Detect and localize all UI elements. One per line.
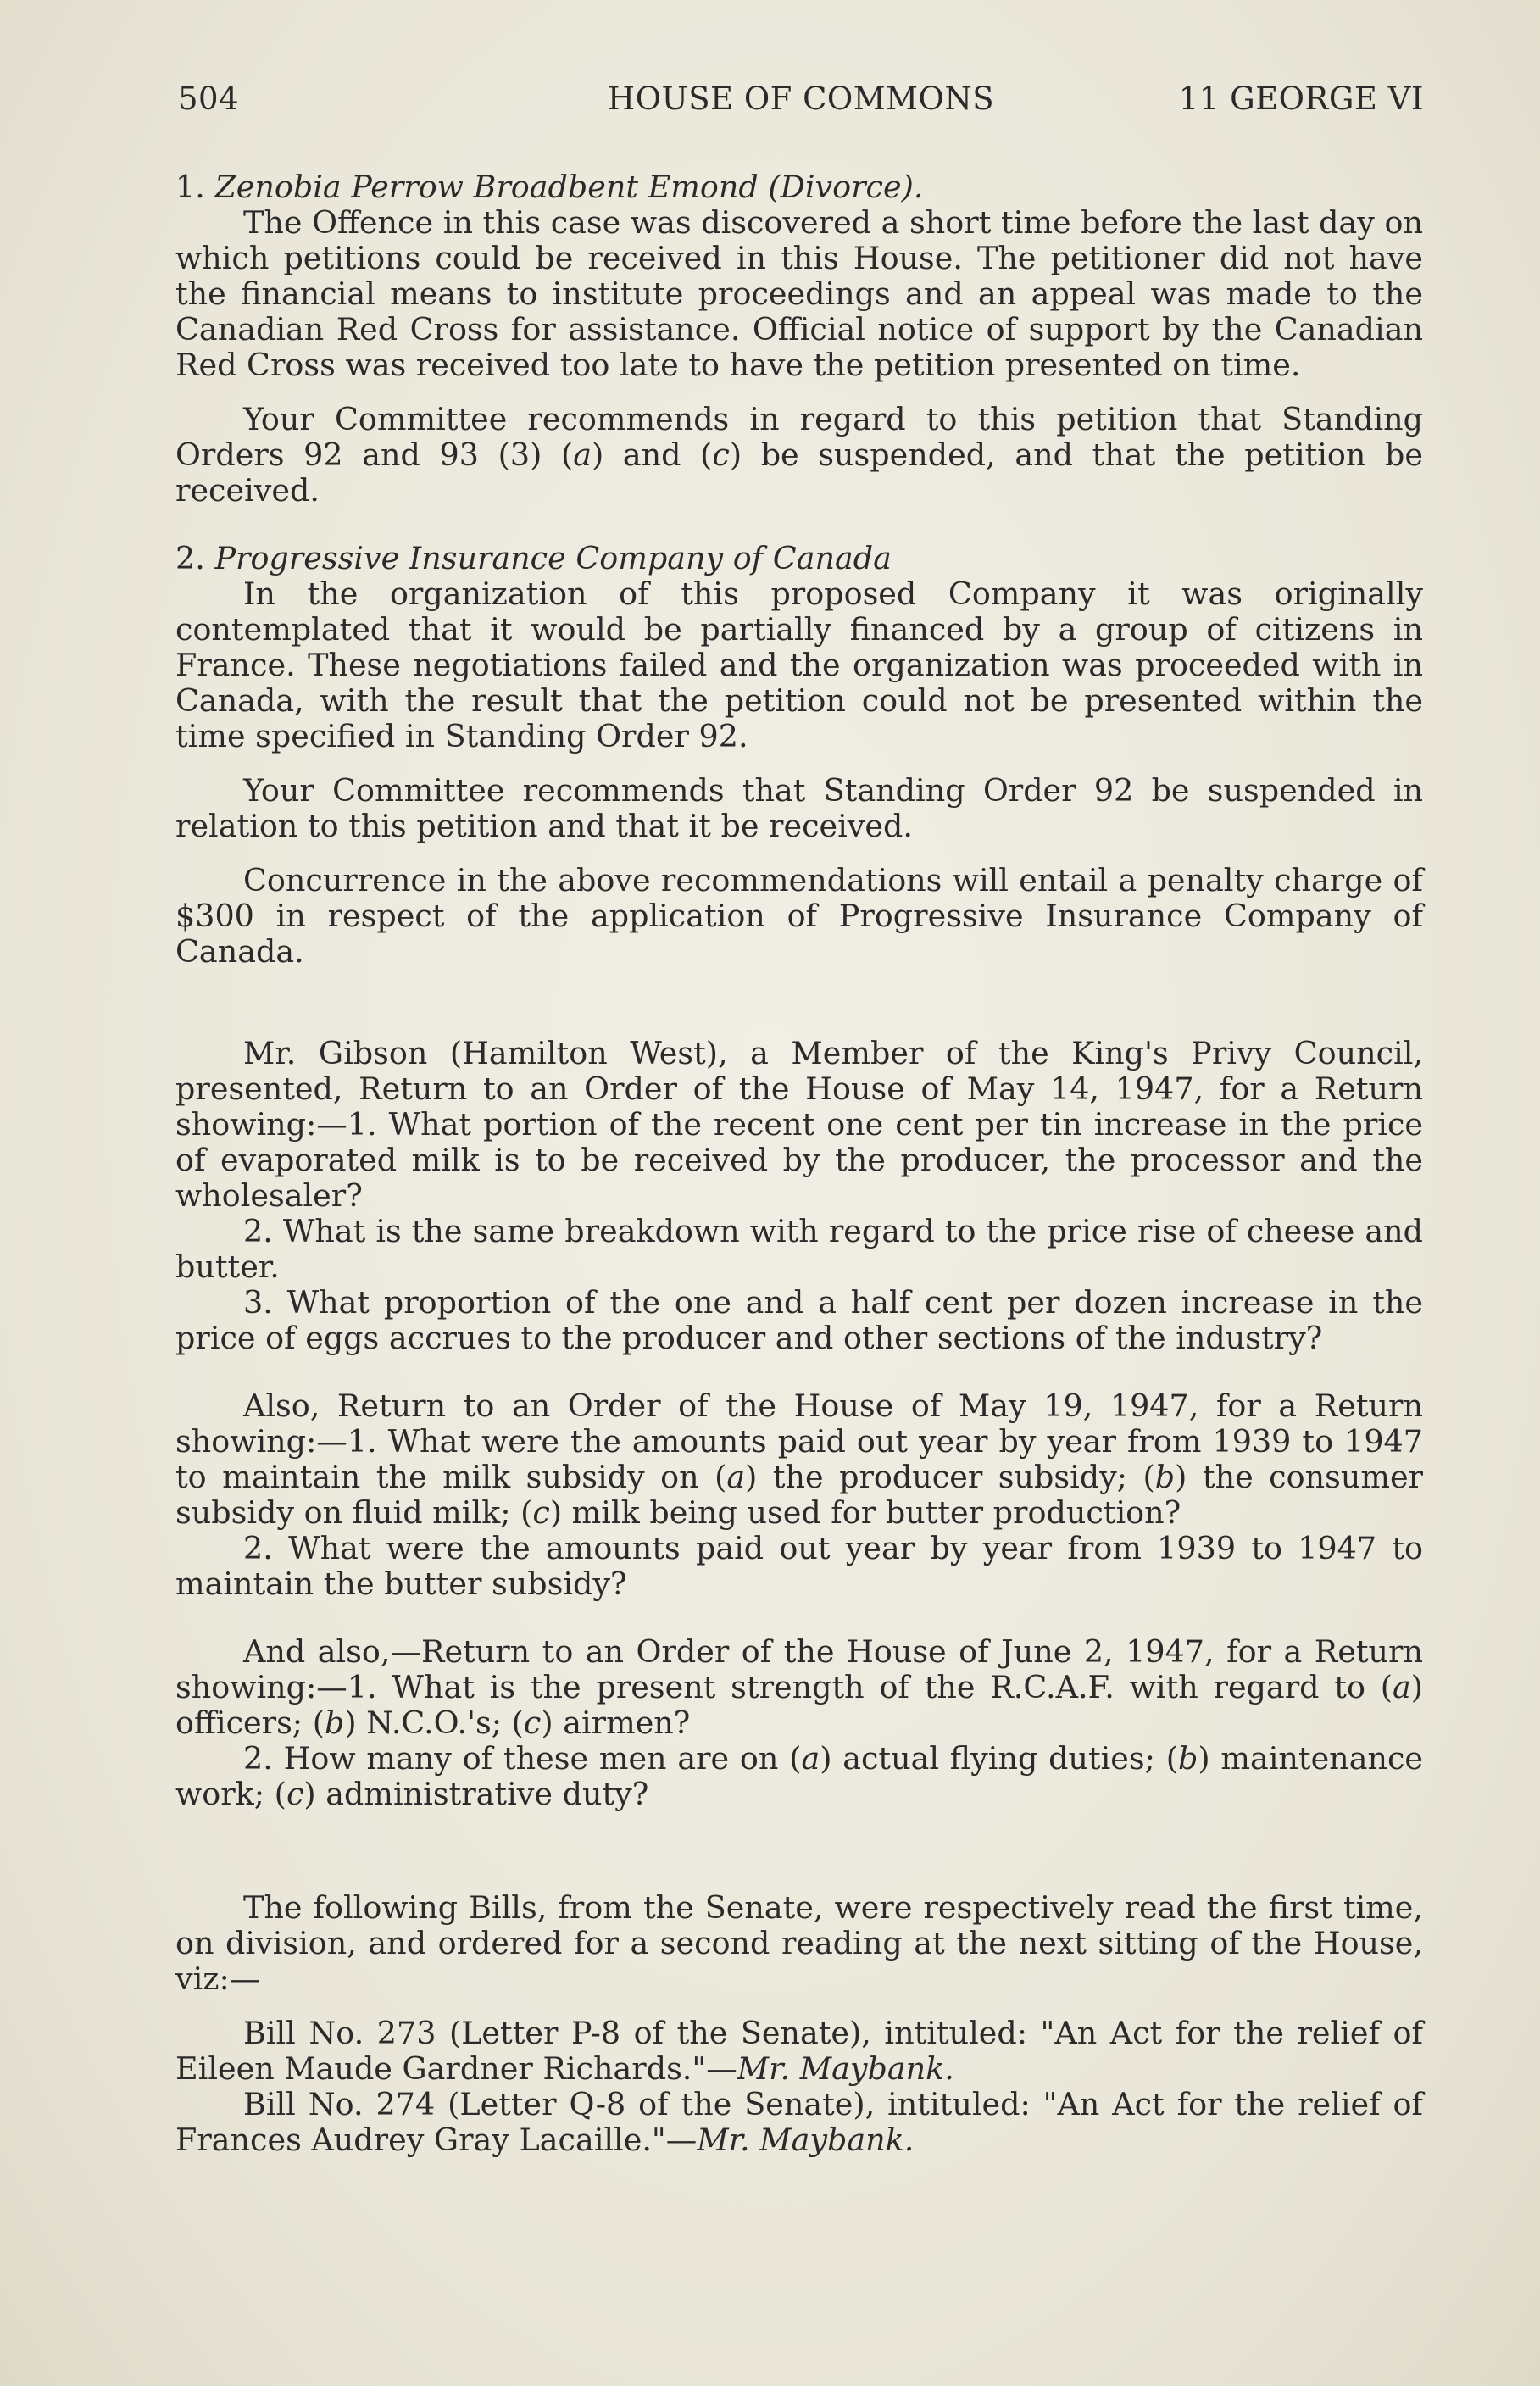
and-also-return-question-2: 2. How many of these men are on (a) actual flying duties; (b) maintenance work; (c) administrative duty? xyxy=(175,1740,1424,1812)
senate-bills-intro: The following Bills, from the Senate, were respectively read the first time, on division, and ordered for a second reading at the next sitting of the House, viz:— xyxy=(175,1889,1423,1997)
page-number: 504 xyxy=(178,81,240,117)
page-body xyxy=(175,170,1423,2158)
bill-274-sponsor: Mr. Maybank. xyxy=(697,2122,915,2158)
item-1-paragraph: The Offence in this case was discovered a short time before the last day on which petitions could be received in this House. The petitioner did not have the financial means to institute proceedings and an appeal was made to the Canadian Red Cross for assistance. Official notice of support by the Canadian Red Cross was received too late to have the petition presented on time. xyxy=(175,204,1423,383)
item-2-number: 2. xyxy=(175,540,205,576)
also-return-paragraph: Also, Return to an Order of the House of May 19, 1947, for a Return showing:—1. What were the amounts paid out year by year from 1939 to 1947 to maintain the milk subsidy on (a) the producer subsidy; (b) the consumer subsidy on fluid milk; (c) milk being used for butter production? xyxy=(175,1388,1423,1531)
regnal-year: 11 GEORGE VI xyxy=(1178,81,1424,117)
bill-273-sponsor: Mr. Maybank. xyxy=(737,2050,954,2087)
bill-273-entry: Bill No. 273 (Letter P-8 of the Senate), intituled: "An Act for the relief of Eileen Maude Gardner Richards."—Mr. Maybank. xyxy=(175,2015,1423,2087)
item-2-heading xyxy=(175,541,1423,576)
also-return-question-2: 2. What were the amounts paid out year by year from 1939 to 1947 to maintain the butter subsidy? xyxy=(175,1530,1423,1602)
gibson-question-2: 2. What is the same breakdown with regard to the price rise of cheese and butter. xyxy=(175,1213,1423,1285)
gibson-return-paragraph: Mr. Gibson (Hamilton West), a Member of the King's Privy Council, presented, Return to an Order of the House of May 14, 1947, for a Return showing:—1. What portion of the recent one cent per tin increase in the price of evaporated milk is to be received by the producer, the processor and the wholesaler? xyxy=(175,1035,1423,1214)
item-1-title: Zenobia Perrow Broadbent Emond (Divorce). xyxy=(214,169,924,205)
item-2-title: Progressive Insurance Company of Canada xyxy=(214,540,892,576)
item-2-paragraph: In the organization of this proposed Company it was originally contemplated that it would be partially financed by a group of citizens in France. These negotiations failed and the organization was proceeded with in Canada, with the result that the petition could not be presented within the time specified in Standing Order 92. xyxy=(175,576,1423,754)
item-1-heading xyxy=(175,170,1423,205)
item-1-recommendation: Your Committee recommends in regard to this petition that Standing Orders 92 and 93 (3) (a) and (c) be suspended, and that the petition be received. xyxy=(175,401,1423,509)
item-2-recommendation: Your Committee recommends that Standing Order 92 be suspended in relation to this petition and that it be received. xyxy=(175,772,1423,844)
concurrence-paragraph: Concurrence in the above recommendations will entail a penalty charge of $300 in respect of the application of Progressive Insurance Company of Canada. xyxy=(175,862,1423,970)
and-also-return-paragraph: And also,—Return to an Order of the House of June 2, 1947, for a Return showing:—1. What is the present strength of the R.C.A.F. with regard to (a) officers; (b) N.C.O.'s; (c) airmen? xyxy=(175,1633,1423,1741)
gibson-question-3: 3. What proportion of the one and a half cent per dozen increase in the price of eggs accrues to the producer and other sections of the industry? xyxy=(175,1284,1423,1356)
bill-274-entry: Bill No. 274 (Letter Q-8 of the Senate), intituled: "An Act for the relief of Frances Audrey Gray Lacaille."—Mr. Maybank. xyxy=(175,2086,1423,2158)
page-header xyxy=(178,81,1424,131)
running-title: HOUSE OF COMMONS xyxy=(607,81,995,117)
item-1-number: 1. xyxy=(175,169,205,205)
